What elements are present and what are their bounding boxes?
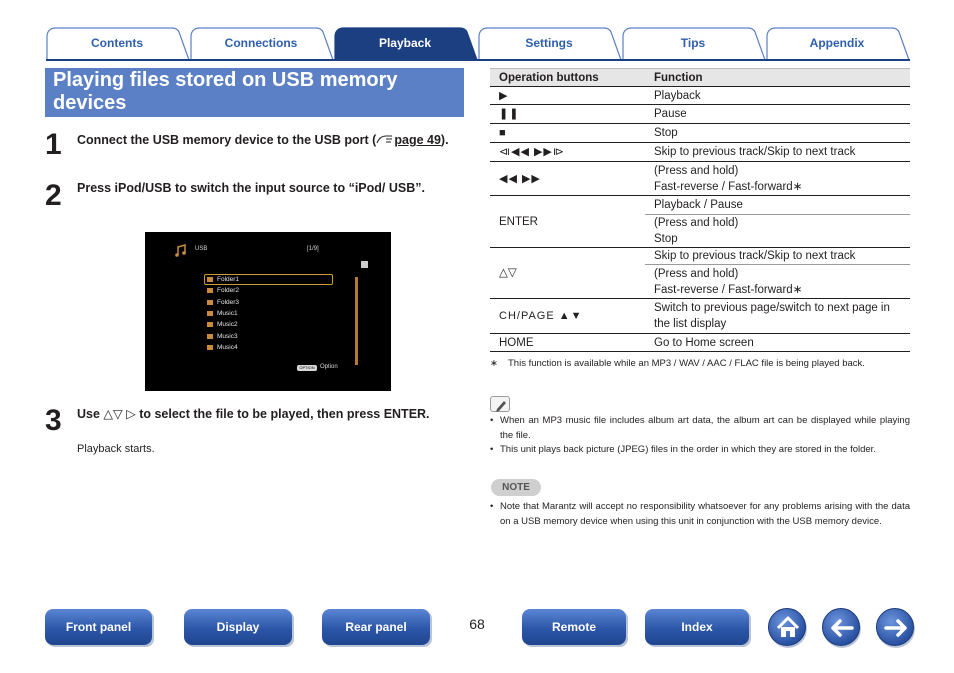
tab-label: Playback bbox=[378, 36, 432, 50]
operation-button-cell: △▽ bbox=[490, 248, 645, 299]
screen-page-indicator: [1/9] bbox=[307, 246, 319, 252]
operation-button-cell: ◀◀ ▶▶ bbox=[490, 162, 645, 196]
music-file-icon bbox=[207, 345, 213, 350]
tips-list bbox=[490, 414, 910, 458]
arrow-right-icon bbox=[877, 609, 915, 647]
header-function: Function bbox=[645, 69, 910, 87]
function-cell: Playback / Pause bbox=[645, 196, 910, 215]
function-cell: Skip to previous track/Skip to next track bbox=[645, 143, 910, 162]
table-row bbox=[490, 87, 910, 105]
step-2-number: 2 bbox=[45, 179, 62, 212]
operation-button-cell: ⧏◀◀ ▶▶⧐ bbox=[490, 143, 645, 162]
back-button[interactable] bbox=[822, 608, 860, 646]
header-operation-buttons: Operation buttons bbox=[490, 69, 645, 87]
operation-button-cell: ▶ bbox=[490, 87, 645, 105]
screen-source: USB bbox=[195, 246, 208, 252]
screen-option-button: OPTION bbox=[297, 365, 317, 371]
step-3-text: Use △▽ ▷ to select the file to be played, then press ENTER. bbox=[77, 407, 430, 421]
function-cell: (Press and hold) Fast-reverse / Fast-forward∗ bbox=[645, 162, 910, 196]
function-cell: Go to Home screen bbox=[645, 334, 910, 352]
section-title: Playing files stored on USB memory devices bbox=[45, 68, 464, 117]
function-cell: Pause bbox=[645, 105, 910, 124]
notes-list bbox=[490, 500, 910, 529]
screen-scrollbar bbox=[355, 277, 358, 365]
operation-buttons-table bbox=[490, 68, 910, 352]
table-row bbox=[490, 334, 910, 352]
music-file-icon bbox=[207, 322, 213, 327]
table-row bbox=[490, 196, 910, 215]
tip-item: • When an MP3 music file includes album art data, the album art can be displayed while playing the file. bbox=[490, 414, 910, 443]
screen-list-item-label: Music2 bbox=[217, 321, 238, 329]
screen-list-item bbox=[207, 342, 327, 353]
operation-button-cell: ■ bbox=[490, 124, 645, 143]
tab-playback[interactable] bbox=[334, 27, 476, 61]
table-row bbox=[490, 143, 910, 162]
step-3-number: 3 bbox=[45, 404, 62, 437]
step-1-text bbox=[77, 131, 459, 149]
folder-icon bbox=[207, 288, 213, 293]
home-icon bbox=[769, 609, 807, 647]
function-cell: Skip to previous track/Skip to next track bbox=[645, 248, 910, 265]
usb-browse-screen-image bbox=[145, 232, 391, 391]
function-cell: (Press and hold) Fast-reverse / Fast-forward∗ bbox=[645, 265, 910, 299]
pencil-memo-icon bbox=[490, 396, 510, 412]
tab-connections[interactable] bbox=[190, 27, 332, 61]
tab-contents[interactable] bbox=[46, 27, 188, 61]
tab-settings[interactable] bbox=[478, 27, 620, 61]
screen-list-item-label: Folder3 bbox=[217, 298, 240, 306]
footnote-mark: ∗ bbox=[490, 358, 498, 369]
folder-icon bbox=[207, 300, 213, 305]
music-note-icon bbox=[174, 243, 188, 257]
screen-corner-icon bbox=[361, 261, 368, 268]
table-row bbox=[490, 105, 910, 124]
tab-baseline bbox=[46, 59, 910, 61]
top-tab-bar bbox=[46, 27, 910, 61]
function-cell: Playback bbox=[645, 87, 910, 105]
table-row bbox=[490, 248, 910, 265]
table-row bbox=[490, 299, 910, 334]
tip-item: • This unit plays back picture (JPEG) files in the order in which they are stored in the folder. bbox=[490, 443, 910, 458]
folder-icon bbox=[207, 277, 213, 282]
forward-button[interactable] bbox=[876, 608, 914, 646]
music-file-icon bbox=[207, 334, 213, 339]
operation-button-cell: CH/PAGE ▲▼ bbox=[490, 299, 645, 334]
tab-tips[interactable] bbox=[622, 27, 764, 61]
screen-list-item bbox=[207, 319, 327, 330]
front-panel-button[interactable] bbox=[45, 609, 152, 645]
screen-list-item bbox=[207, 285, 327, 296]
tab-appendix[interactable] bbox=[766, 27, 908, 61]
table-row bbox=[490, 124, 910, 143]
step-2-text: Press iPod/USB to switch the input source to “iPod/ USB”. bbox=[77, 181, 425, 195]
rear-panel-label: Rear panel bbox=[345, 620, 407, 634]
display-label: Display bbox=[216, 620, 260, 634]
index-button[interactable] bbox=[645, 609, 749, 645]
screen-list-item-label: Folder2 bbox=[217, 287, 240, 295]
music-file-icon bbox=[207, 311, 213, 316]
screen-option-label: Option bbox=[320, 364, 338, 370]
screen-list-item bbox=[207, 331, 327, 342]
step-3-result: Playback starts. bbox=[77, 443, 155, 455]
screen-list-item bbox=[207, 297, 327, 308]
arrow-left-icon bbox=[823, 609, 861, 647]
note-badge: NOTE bbox=[491, 479, 541, 496]
table-row bbox=[490, 162, 910, 196]
tab-label: Tips bbox=[680, 36, 706, 50]
screen-list-item-label: Folder1 bbox=[217, 276, 240, 283]
operation-button-cell: HOME bbox=[490, 334, 645, 352]
remote-label: Remote bbox=[551, 620, 596, 634]
asterisk-footnote bbox=[490, 356, 910, 371]
tab-label: Appendix bbox=[809, 36, 865, 50]
screen-list-item-label: Music4 bbox=[217, 343, 238, 351]
index-label: Index bbox=[681, 620, 713, 634]
operation-button-cell: ENTER bbox=[490, 196, 645, 248]
step-1-instruction: Connect the USB memory device to the USB port ( bbox=[77, 133, 377, 147]
screen-list-item bbox=[207, 308, 327, 319]
step-1-close: ). bbox=[440, 133, 449, 147]
page-number: 68 bbox=[469, 616, 485, 632]
reference-hand-icon bbox=[376, 134, 394, 145]
function-cell: Switch to previous page/switch to next page in the list display bbox=[645, 299, 910, 334]
note-item: • Note that Marantz will accept no responsibility whatsoever for any problems arising with the data on a USB memory device when using this unit in conjunction with the USB memory device. bbox=[490, 500, 910, 529]
table-header-row bbox=[490, 69, 910, 87]
tab-label: Settings bbox=[525, 36, 573, 50]
rear-panel-button[interactable] bbox=[322, 609, 430, 645]
operation-button-cell: ❚❚ bbox=[490, 105, 645, 124]
display-button[interactable] bbox=[184, 609, 292, 645]
screen-list-item-label: Music1 bbox=[217, 309, 238, 317]
step-1-number: 1 bbox=[45, 128, 62, 161]
page-49-link[interactable]: page 49 bbox=[394, 133, 441, 147]
function-cell: Stop bbox=[645, 124, 910, 143]
function-cell: (Press and hold) Stop bbox=[645, 215, 910, 248]
tab-label: Connections bbox=[224, 36, 298, 50]
tab-label: Contents bbox=[91, 36, 143, 50]
screen-list-item-label: Music3 bbox=[217, 332, 238, 340]
screen-list-item bbox=[207, 274, 327, 285]
front-panel-label: Front panel bbox=[65, 620, 132, 634]
footnote-text: This function is available while an MP3 / WAV / AAC / FLAC file is being played back. bbox=[508, 358, 865, 369]
remote-button[interactable] bbox=[522, 609, 626, 645]
home-button[interactable] bbox=[768, 608, 806, 646]
